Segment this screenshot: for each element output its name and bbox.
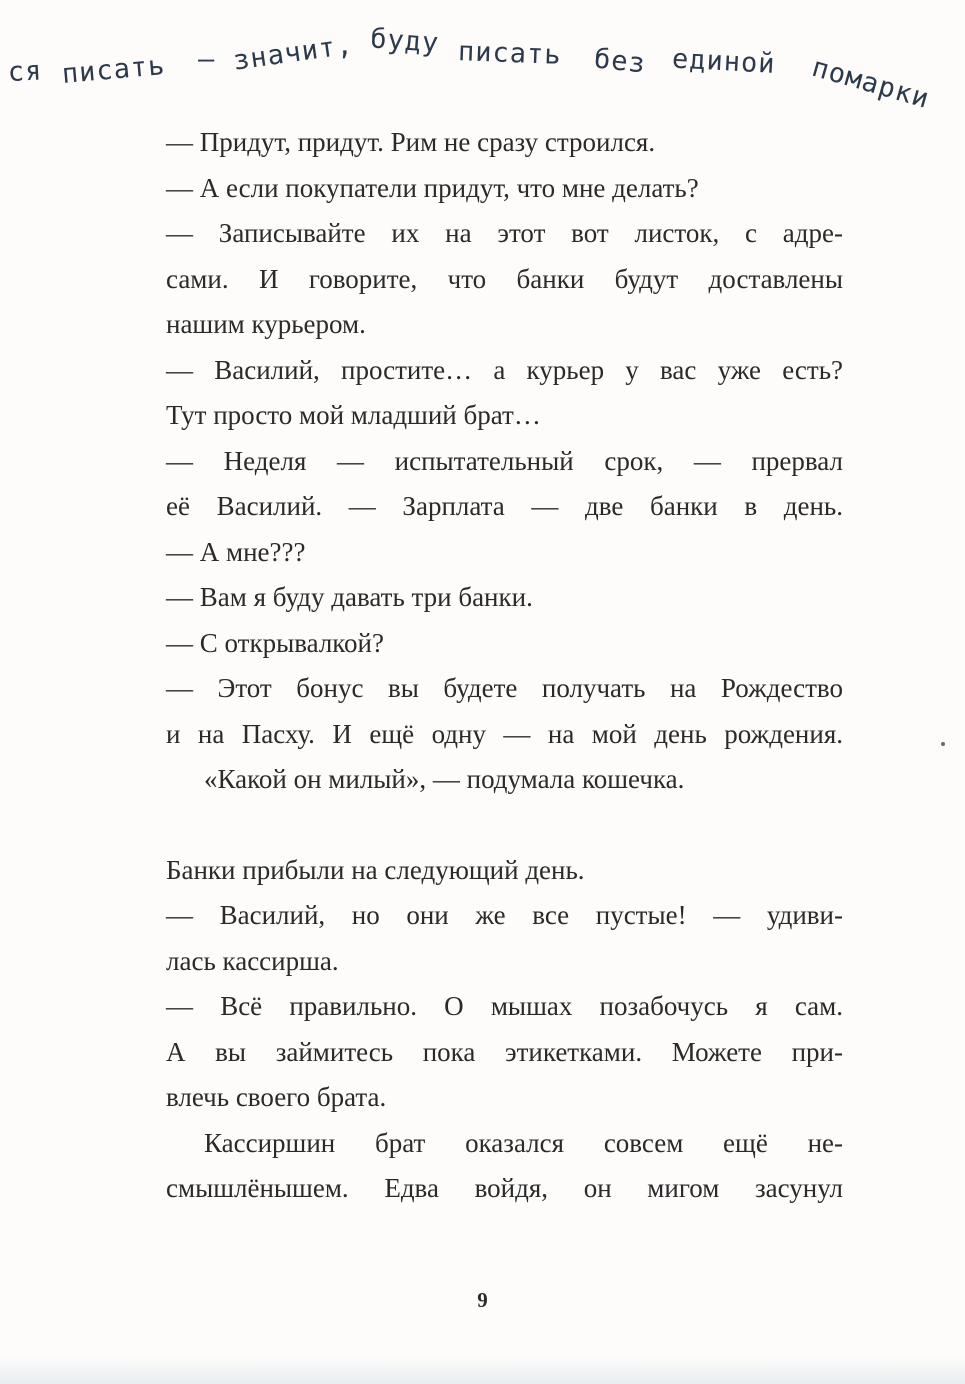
text-line: «Какой он милый», — подумала кошечка. — [204, 764, 685, 794]
text-line: А вы займитесь пока этикетками. Можете при- — [166, 1036, 843, 1067]
text-line: Кассиршин брат оказался совсем ещё не- — [204, 1127, 843, 1158]
text-line: — Василий, но они же все пустые! — удиви- — [166, 900, 843, 930]
page-body — [166, 120, 843, 1212]
header-word-3: — — [198, 44, 216, 75]
text-line: — Василий, простите… а курьер у вас уже есть? — [166, 354, 843, 385]
text-line: — А если покупатели придут, что мне делать? — [166, 172, 699, 203]
text-line: — Вам я буду давать три банки. — [166, 582, 533, 612]
text-line: смышлёнышем. Едва войдя, он мигом засунул — [166, 1173, 843, 1203]
header-word-4: значит, — [231, 29, 356, 77]
page-edge-shadow — [0, 1356, 965, 1384]
header-word-6: писать — [457, 36, 563, 71]
text-line: — Придут, придут. Рим не сразу строился. — [166, 127, 656, 157]
text-line: — Записывайте их на этот вот листок, с адре- — [166, 218, 843, 248]
text-line: — Этот бонус вы будете получать на Рождество — [166, 673, 843, 703]
text-line: влечь своего брата. — [166, 1082, 387, 1112]
text-line: нашим курьером. — [166, 309, 366, 339]
text-line: — А мне??? — [166, 536, 306, 567]
header-word-7: без — [592, 43, 648, 80]
header-word-9: помарки — [808, 51, 934, 115]
text-line: лась кассирша. — [166, 945, 339, 976]
page-number: 9 — [477, 1288, 488, 1312]
text-line: её Василий. — Зарплата — две банки в день. — [166, 491, 843, 521]
text-line: — Неделя — испытательный срок, — прервал — [166, 445, 843, 476]
header-word-1: ся — [7, 55, 44, 89]
header-word-5: буду — [369, 23, 441, 59]
text-line: Банки прибыли на следующий день. — [166, 854, 585, 885]
text-line: сами. И говорите, что банки будут доставлены — [166, 263, 843, 294]
margin-dot — [941, 742, 945, 746]
text-line: — Всё правильно. О мышах позабочусь я сам. — [166, 991, 843, 1021]
wavy-header-text — [0, 0, 965, 135]
header-word-2: писать — [60, 50, 167, 91]
header-word-8: единой — [671, 43, 777, 80]
text-line: — С открывалкой? — [166, 627, 384, 658]
text-line: Тут просто мой младший брат… — [166, 400, 541, 430]
text-line: и на Пасху. И ещё одну — на мой день рождения. — [166, 718, 843, 749]
